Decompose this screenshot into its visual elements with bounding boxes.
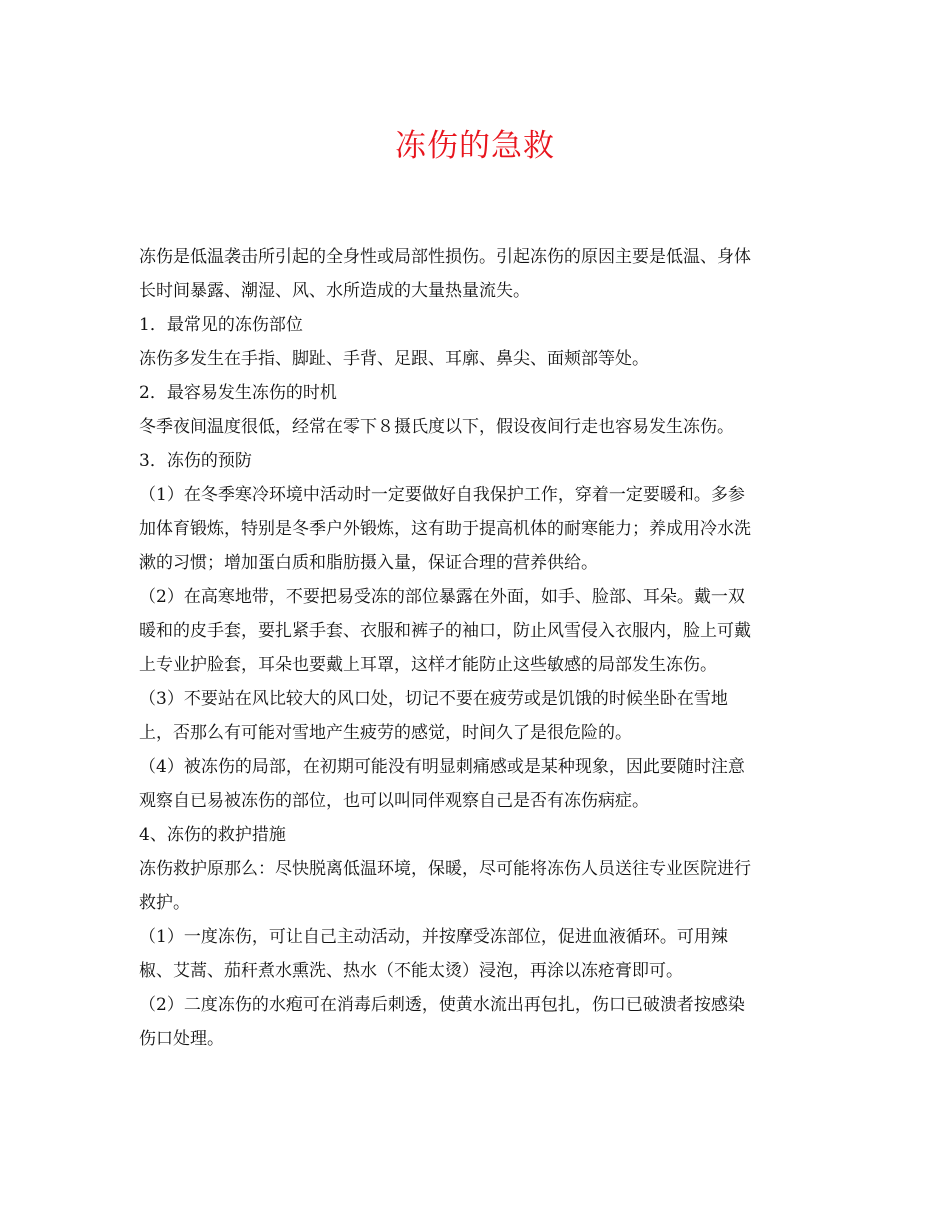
paragraph-line: （2）二度冻伤的水疱可在消毒后刺透，使黄水流出再包扎，伤口已破溃者按感染 (139, 995, 745, 1015)
paragraph-line: （1）在冬季寒冷环境中活动时一定要做好自我保护工作，穿着一定要暖和。多参 (139, 485, 745, 505)
paragraph-line: 冻伤多发生在手指、脚趾、手背、足跟、耳廓、鼻尖、面颊部等处。 (139, 349, 649, 369)
paragraph-line: （1）一度冻伤，可让自己主动活动，并按摩受冻部位，促进血液循环。可用辣 (139, 927, 728, 947)
paragraph-line: 上专业护脸套，耳朵也要戴上耳罩，这样才能防止这些敏感的局部发生冻伤。 (139, 655, 717, 675)
section-heading: 3．冻伤的预防 (139, 451, 252, 471)
paragraph-line: 椒、艾蒿、茄秆煮水熏洗、热水（不能太烫）浸泡，再涂以冻疮膏即可。 (139, 961, 683, 981)
document-body (139, 240, 817, 1056)
paragraph-line: 加体育锻炼，特别是冬季户外锻炼，这有助于提高机体的耐寒能力；养成用冷水洗 (139, 519, 751, 539)
paragraph-line: 暖和的皮手套，要扎紧手套、衣服和裤子的袖口，防止风雪侵入衣服内，脸上可戴 (139, 621, 751, 641)
paragraph-line: 观察自已易被冻伤的部位，也可以叫同伴观察自己是否有冻伤病症。 (139, 791, 649, 811)
paragraph-line: 长时间暴露、潮湿、风、水所造成的大量热量流失。 (139, 281, 530, 301)
paragraph-line: 冬季夜间温度很低，经常在零下８摄氏度以下，假设夜间行走也容易发生冻伤。 (139, 417, 734, 437)
paragraph-line: 冻伤是低温袭击所引起的全身性或局部性损伤。引起冻伤的原因主要是低温、身体 (139, 247, 751, 267)
section-heading: 4、冻伤的救护措施 (139, 825, 286, 845)
document-title: 冻伤的急救 (395, 128, 555, 164)
paragraph-line: （3）不要站在风比较大的风口处，切记不要在疲劳或是饥饿的时候坐卧在雪地 (139, 689, 728, 709)
paragraph-line: 上，否那么有可能对雪地产生疲劳的感觉，时间久了是很危险的。 (139, 723, 632, 743)
section-heading: 2．最容易发生冻伤的时机 (139, 383, 337, 403)
paragraph-line: 救护。 (139, 893, 190, 913)
section-heading: 1．最常见的冻伤部位 (139, 315, 303, 335)
paragraph-line: 伤口处理。 (139, 1029, 224, 1049)
paragraph-line: 冻伤救护原那么：尽快脱离低温环境，保暖，尽可能将冻伤人员送往专业医院进行 (139, 859, 751, 879)
paragraph-line: （2）在高寒地带，不要把易受冻的部位暴露在外面，如手、脸部、耳朵。戴一双 (139, 587, 745, 607)
paragraph-line: 漱的习惯；增加蛋白质和脂肪摄入量，保证合理的营养供给。 (139, 553, 598, 573)
paragraph-line: （4）被冻伤的局部，在初期可能没有明显刺痛感或是某种现象，因此要随时注意 (139, 757, 745, 777)
